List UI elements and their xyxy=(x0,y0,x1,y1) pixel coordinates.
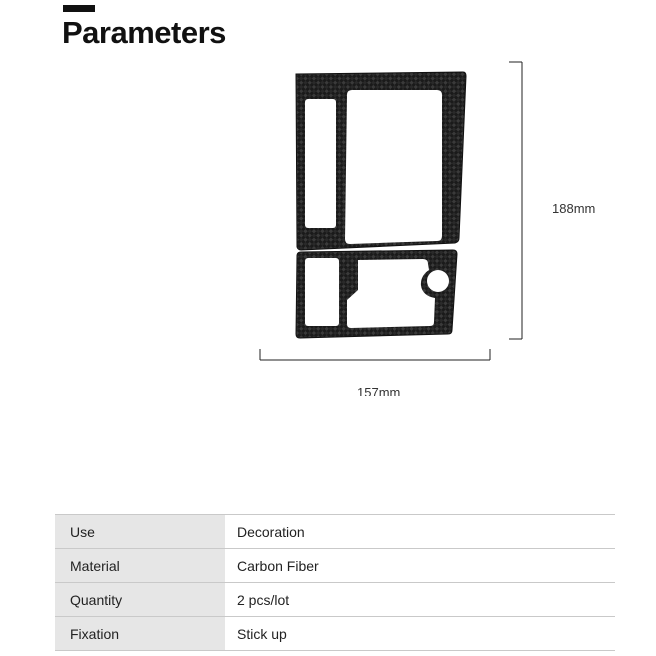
page-title: Parameters xyxy=(62,15,226,50)
spec-key-material: Material xyxy=(55,549,225,583)
table-row xyxy=(55,515,615,549)
width-dimension-label: 157mm xyxy=(357,385,401,396)
upper-panel xyxy=(296,72,466,250)
table-row xyxy=(55,583,615,617)
spec-value-fixation: Stick up xyxy=(225,617,615,651)
width-dimension-line xyxy=(260,349,490,360)
height-dimension-line xyxy=(509,62,522,339)
lower-panel xyxy=(296,250,457,338)
spec-key-quantity: Quantity xyxy=(55,583,225,617)
spec-key-use: Use xyxy=(55,515,225,549)
spec-value-quantity: 2 pcs/lot xyxy=(225,583,615,617)
table-row xyxy=(55,617,615,651)
height-dimension-label: 188mm xyxy=(552,201,596,216)
spec-table xyxy=(55,514,615,651)
spec-value-use: Decoration xyxy=(225,515,615,549)
table-row xyxy=(55,549,615,583)
spec-key-fixation: Fixation xyxy=(55,617,225,651)
spec-value-material: Carbon Fiber xyxy=(225,549,615,583)
